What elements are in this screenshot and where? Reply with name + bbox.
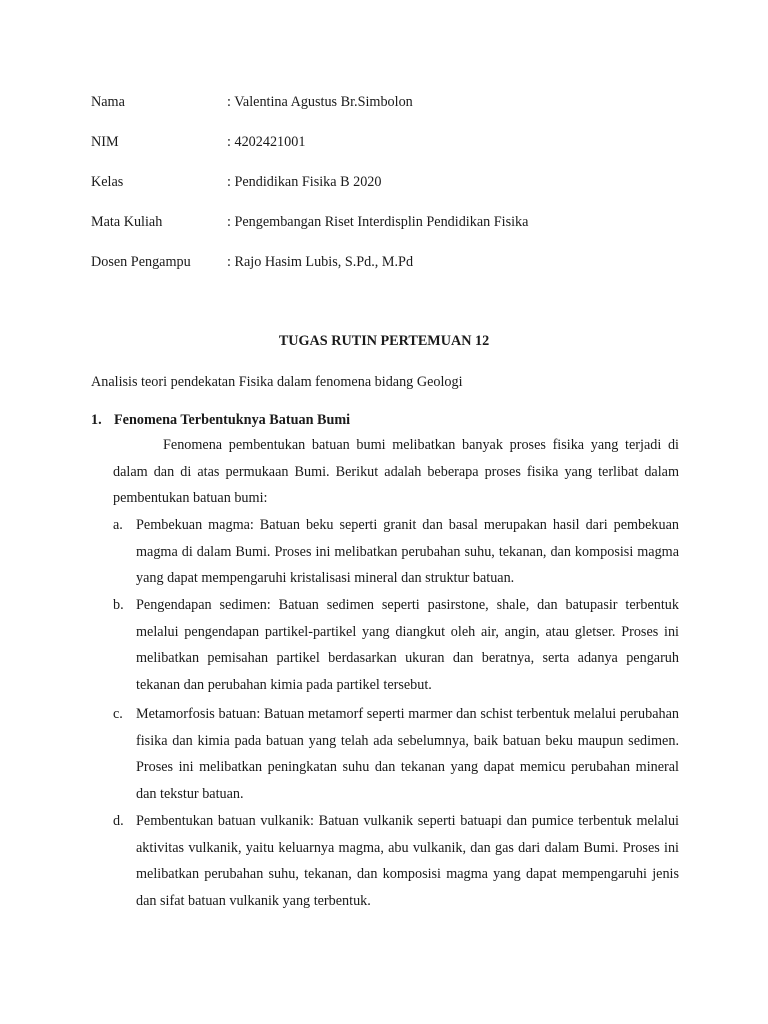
list-item-marker: c. (113, 706, 123, 722)
list-item-text: Pembentukan batuan vulkanik: Batuan vulkanik seperti batuapi dan pumice terbentuk melalui aktivitas vulkanik, yaitu keluarnya magma, abu vulkanik, dan gas dari dalam Bumi. Proses ini melibatkan perubahan suhu, tekanan, dan komposisi magma yang dapat mempengaruhi jenis dan sifat batuan vulkanik yang terbentuk. (136, 813, 679, 909)
document-title: TUGAS RUTIN PERTEMUAN 12 (278, 333, 490, 349)
section-intro-paragraph (113, 432, 679, 512)
section-heading (91, 410, 350, 430)
info-label: Mata Kuliah (91, 214, 163, 230)
info-value: : 4202421001 (227, 134, 306, 150)
info-row-kelas (91, 172, 691, 192)
list-item-marker: d. (113, 813, 124, 829)
list-item-marker: a. (113, 517, 123, 533)
section-intro-text: Fenomena pembentukan batuan bumi melibatkan banyak proses fisika yang terjadi di dalam dan di atas permukaan Bumi. Berikut adalah beberapa proses fisika yang terlibat dalam pembentukan batuan bumi: (113, 437, 679, 507)
section-heading-text: Fenomena Terbentuknya Batuan Bumi (114, 412, 351, 428)
list-item-marker: b. (113, 597, 124, 613)
list-item-text: Pengendapan sedimen: Batuan sedimen seperti pasirstone, shale, dan batupasir terbentuk melalui pengendapan partikel-partikel yang diangkut oleh air, angin, atau gletser. Proses ini melibatkan pemisahan partikel berdasarkan ukuran dan beratnya, serta adanya pengaruh tekanan dan perubahan kimia pada partikel tersebut. (136, 597, 679, 693)
info-value: : Pengembangan Riset Interdisplin Pendidikan Fisika (227, 214, 529, 230)
info-row-mata-kuliah (91, 212, 691, 232)
document-subtitle: Analisis teori pendekatan Fisika dalam fenomena bidang Geologi (91, 374, 463, 390)
info-row-dosen-pengampu (91, 252, 691, 272)
info-value: : Valentina Agustus Br.Simbolon (227, 94, 413, 110)
info-row-nama (91, 92, 691, 112)
info-label: Nama (91, 94, 125, 110)
info-row-nim (91, 132, 691, 152)
info-label: Dosen Pengampu (91, 254, 191, 270)
section-number: 1. (91, 412, 102, 428)
info-value: : Pendidikan Fisika B 2020 (227, 174, 382, 190)
info-value: : Rajo Hasim Lubis, S.Pd., M.Pd (227, 254, 414, 270)
list-item-text: Pembekuan magma: Batuan beku seperti granit dan basal merupakan hasil dari pembekuan magma di dalam Bumi. Proses ini melibatkan perubahan suhu, tekanan, dan komposisi magma yang dapat mempengaruhi kristalisasi mineral dan struktur batuan. (136, 517, 679, 587)
list-item-text: Metamorfosis batuan: Batuan metamorf seperti marmer dan schist terbentuk melalui perubahan fisika dan kimia pada batuan yang telah ada sebelumnya, baik batuan beku maupun sedimen. Proses ini melibatkan peningkatan suhu dan tekanan yang dapat memicu perubahan mineral dan tekstur batuan. (136, 706, 679, 802)
info-label: Kelas (91, 174, 124, 190)
info-label: NIM (91, 134, 119, 150)
